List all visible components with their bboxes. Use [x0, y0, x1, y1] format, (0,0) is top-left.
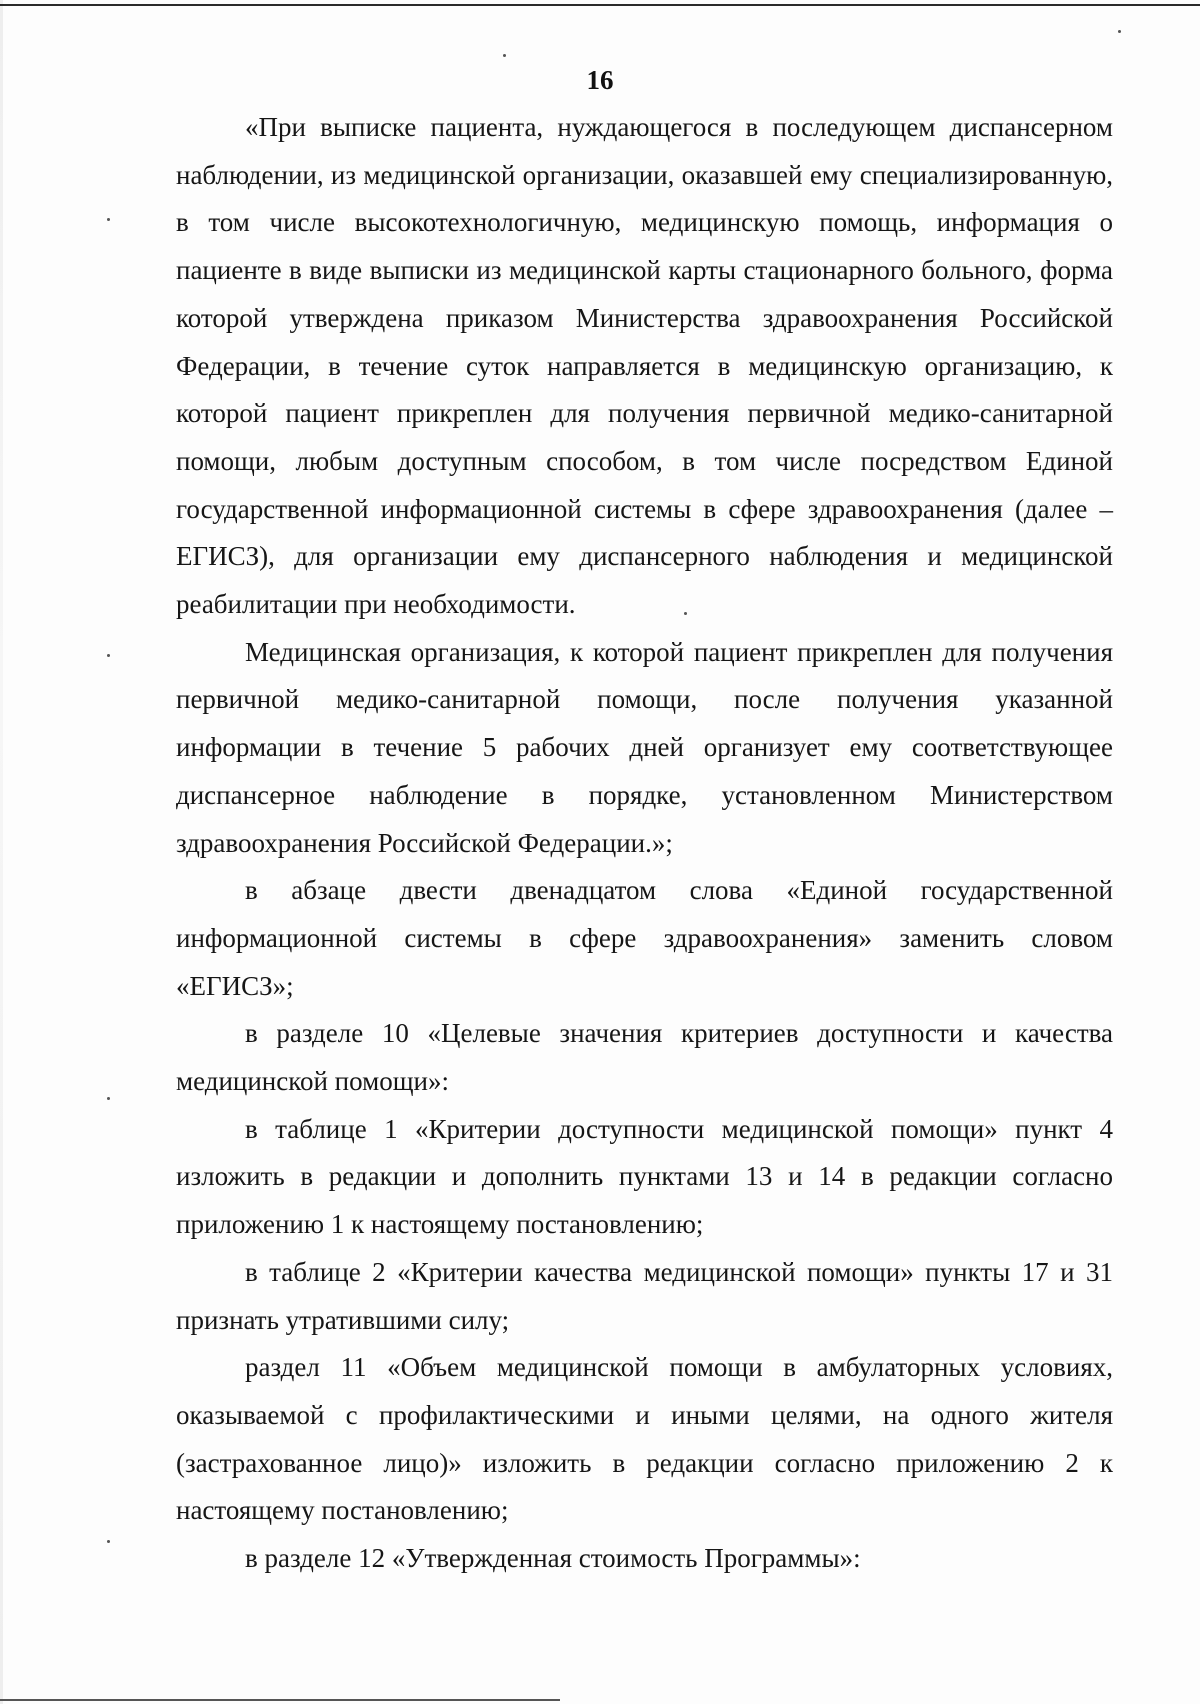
paragraph-3: в абзаце двести двенадцатом слова «Единой государственной информационной системы в сфере здравоохранения» заменить словом «ЕГИСЗ»;: [176, 875, 1113, 1001]
scan-speck: [684, 612, 687, 615]
scan-speck: [107, 1540, 110, 1543]
page-number: 16: [586, 65, 614, 95]
scan-speck: [503, 54, 506, 57]
paragraph-1: «При выписке пациента, нуждающегося в последующем диспансерном наблюдении, из медицинской организации, оказавшей ему специализированную, в том числе высокотехнологичную, медицинскую помощь, информация о пациенте в виде выписки из медицинской карты стационарного больного, форма которой утверждена приказом Министерства здравоохранения Российской Федерации, в течение суток направляется в медицинскую организацию, к которой пациент прикреплен для получения первичной медико-санитарной помощи, любым доступным способом, в том числе посредством Единой государственной информационной системы в сфере здравоохранения (далее – ЕГИСЗ), для организации ему диспансерного наблюдения и медицинской реабилитации при необходимости.: [176, 112, 1113, 620]
scan-edge: [0, 0, 3, 1704]
top-scan-border: [0, 4, 1200, 6]
paragraph-6: в таблице 2 «Критерии качества медицинской помощи» пункты 17 и 31 признать утратившими силу;: [176, 1256, 1113, 1335]
scan-speck: [107, 654, 110, 657]
document-body: [176, 104, 1113, 1583]
paragraph-7: раздел 11 «Объем медицинской помощи в амбулаторных условиях, оказываемой с профилактическими и иными целями, на одного жителя (застрахованное лицо)» изложить в редакции согласно приложению 2 к настоящему постановлению;: [176, 1352, 1113, 1526]
scan-speck: [107, 1097, 110, 1100]
paragraph-5: в таблице 1 «Критерии доступности медицинской помощи» пункт 4 изложить в редакции и дополнить пунктами 13 и 14 в редакции согласно приложению 1 к настоящему постановлению;: [176, 1113, 1113, 1240]
scan-speck: [1118, 30, 1121, 33]
paragraph-2: Медицинская организация, к которой пациент прикреплен для получения первичной медико-санитарной помощи, после получения указанной информации в течение 5 рабочих дней организует ему соответствующее диспансерное наблюдение в порядке, установленном Министерством здравоохранения Российской Федерации.»;: [176, 636, 1113, 858]
bottom-scan-border: [0, 1699, 560, 1701]
paragraph-4: в разделе 10 «Целевые значения критериев доступности и качества медицинской помощи»:: [176, 1018, 1113, 1097]
scan-speck: [107, 218, 110, 221]
paragraph-8: в разделе 12 «Утвержденная стоимость Программы»:: [245, 1543, 861, 1574]
